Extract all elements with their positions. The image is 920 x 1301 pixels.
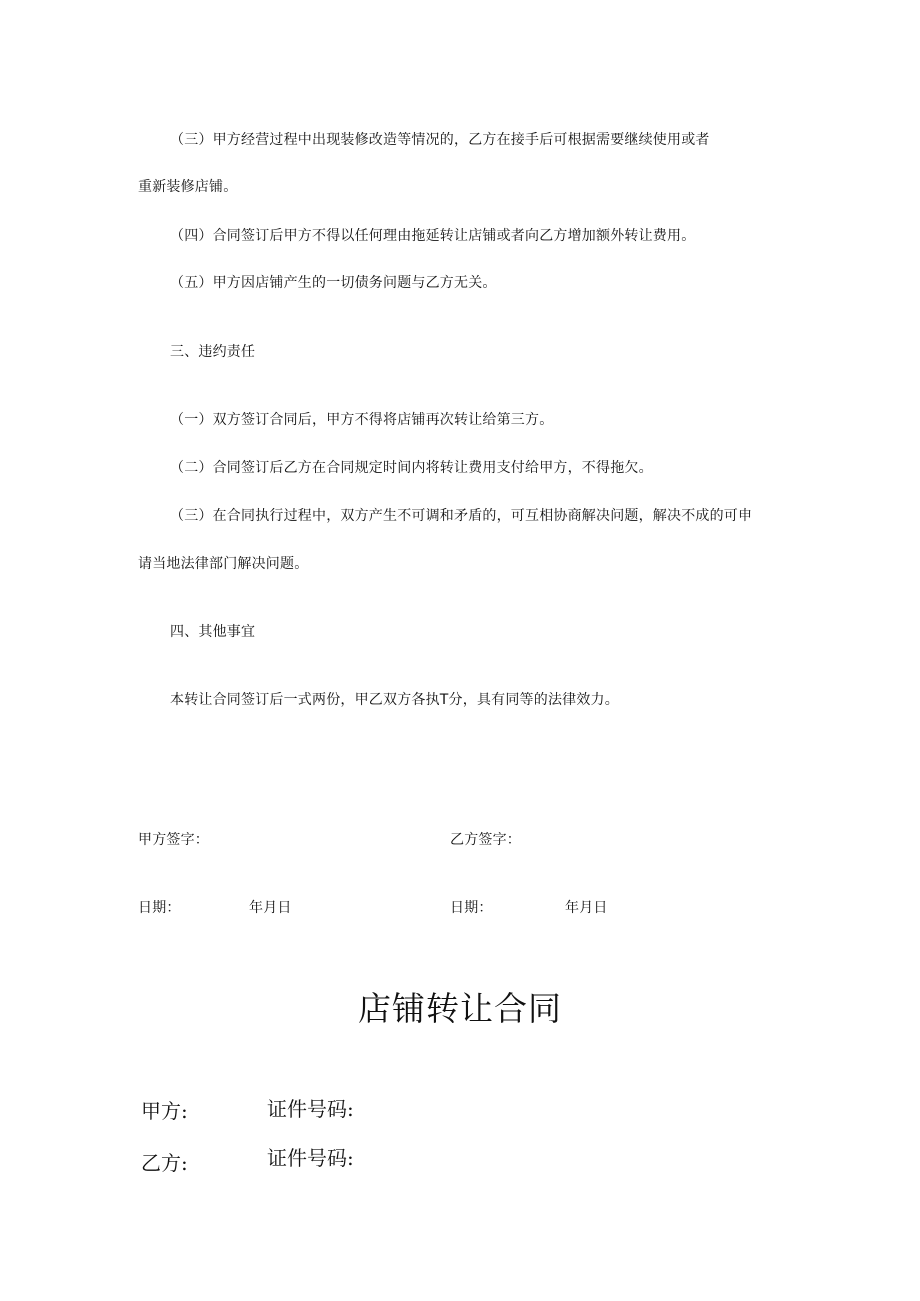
obligation-item-3-line-1: （三）甲方经营过程中出现装修改造等情况的，乙方在接手后可根据需要继续使用或者: [170, 132, 710, 148]
party-a-date-label: 日期：: [138, 900, 181, 916]
party-b-id-label: 证件号码:: [267, 1146, 354, 1170]
party-b-date-value: 年月日: [565, 900, 608, 916]
obligation-item-3-line-2: 重新装修店铺。: [138, 179, 238, 195]
party-a-signature-label: 甲方签字：: [138, 832, 209, 848]
contract-title: 店铺转让合同: [358, 989, 562, 1028]
section-4-text: 本转让合同签订后一式两份，甲乙双方各执T分，具有同等的法律效力。: [170, 692, 619, 708]
liability-item-2: （二）合同签订后乙方在合同规定时间内将转让费用支付给甲方，不得拖欠。: [170, 460, 653, 476]
section-3-heading: 三、违约责任: [170, 344, 256, 360]
obligation-item-4: （四）合同签订后甲方不得以任何理由拖延转让店铺或者向乙方增加额外转让费用。: [170, 228, 696, 244]
liability-item-3-line-2: 请当地法律部门解决问题。: [138, 556, 309, 572]
section-4-heading: 四、其他事宜: [170, 624, 256, 640]
party-a-label: 甲方:: [141, 1099, 188, 1123]
obligation-item-5: （五）甲方因店铺产生的一切债务问题与乙方无关。: [170, 275, 497, 291]
party-a-date-value: 年月日: [249, 900, 292, 916]
party-a-id-label: 证件号码:: [267, 1097, 354, 1121]
party-b-label: 乙方:: [141, 1151, 188, 1175]
party-b-signature-label: 乙方签字：: [450, 832, 521, 848]
party-b-date-label: 日期：: [450, 900, 493, 916]
liability-item-3-line-1: （三）在合同执行过程中，双方产生不可调和矛盾的，可互相协商解决问题，解决不成的可申: [170, 508, 753, 524]
liability-item-1: （一）双方签订合同后，甲方不得将店铺再次转让给第三方。: [170, 412, 554, 428]
